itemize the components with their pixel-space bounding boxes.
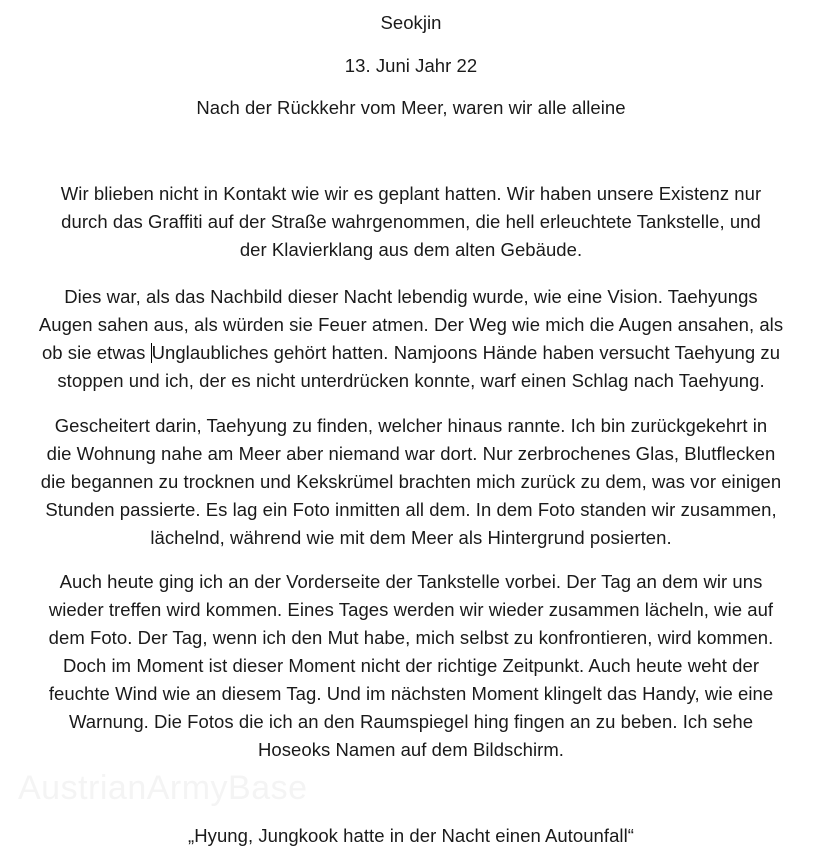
paragraph-3-line-3: die begannen zu trocknen und Kekskrümel brachten mich zurück zu dem, was vor einigen [40,471,782,492]
paragraph-4-line-2: wieder treffen wird kommen. Eines Tages werden wir wieder zusammen lächeln, wie auf [48,599,774,620]
closing-quote: „Hyung, Jungkook hatte in der Nacht einen Autounfall“ [188,825,634,846]
paragraph-2-line-3 [6,339,816,367]
paragraph-4-line-6: Warnung. Die Fotos die ich an den Raumspiegel hing fingen an zu beben. Ich sehe [68,711,754,732]
paragraph-2-line-4: stoppen und ich, der es nicht unterdrücken konnte, warf einen Schlag nach Taehyung. [57,370,765,391]
paragraph-3-line-2: die Wohnung nahe am Meer aber niemand war dort. Nur zerbrochenes Glas, Blutflecken [46,443,776,464]
document-subtitle: Nach der Rückkehr vom Meer, waren wir alle alleine [196,97,626,118]
paragraph-3-line-1: Gescheitert darin, Taehyung zu finden, welcher hinaus rannte. Ich bin zurückgekehrt in [54,415,768,436]
paragraph-3-line-4: Stunden passierte. Es lag ein Foto inmitten all dem. In dem Foto standen wir zusammen, [45,499,777,520]
paragraph-4-line-7: Hoseoks Namen auf dem Bildschirm. [258,739,564,760]
paragraph-1-line-2: durch das Graffiti auf der Straße wahrgenommen, die hell erleuchtete Tankstelle, und [61,211,761,232]
document-author: Seokjin [380,12,442,33]
paragraph-4-line-4: Doch im Moment ist dieser Moment nicht der richtige Zeitpunkt. Auch heute weht der [62,655,760,676]
document-date: 13. Juni Jahr 22 [344,55,478,76]
paragraph-3-line-5: lächelnd, während wie mit dem Meer als Hintergrund posierten. [150,527,672,548]
paragraph-2-line-1: Dies war, als das Nachbild dieser Nacht lebendig wurde, wie eine Vision. Taehyungs [64,286,758,307]
paragraph-4-line-1: Auch heute ging ich an der Vorderseite der Tankstelle vorbei. Der Tag an dem wir uns [59,571,763,592]
paragraph-2-line-2: Augen sahen aus, als würden sie Feuer atmen. Der Weg wie mich die Augen ansahen, als [38,314,784,335]
paragraph-1-line-1: Wir blieben nicht in Kontakt wie wir es geplant hatten. Wir haben unsere Existenz nur [60,183,762,204]
watermark: AustrianArmyBase [18,769,308,807]
paragraph-2-line-3-after-cursor: Unglaubliches gehört hatten. Namjoons Hände haben versucht Taehyung zu [151,342,781,363]
paragraph-4-line-3: dem Foto. Der Tag, wenn ich den Mut habe, mich selbst zu konfrontieren, wird kommen. [48,627,774,648]
paragraph-4-line-5: feuchte Wind wie an diesem Tag. Und im nächsten Moment klingelt das Handy, wie eine [48,683,774,704]
paragraph-2-line-3-before-cursor: ob sie etwas [41,342,146,363]
paragraph-1-line-3: der Klavierklang aus dem alten Gebäude. [239,239,583,260]
